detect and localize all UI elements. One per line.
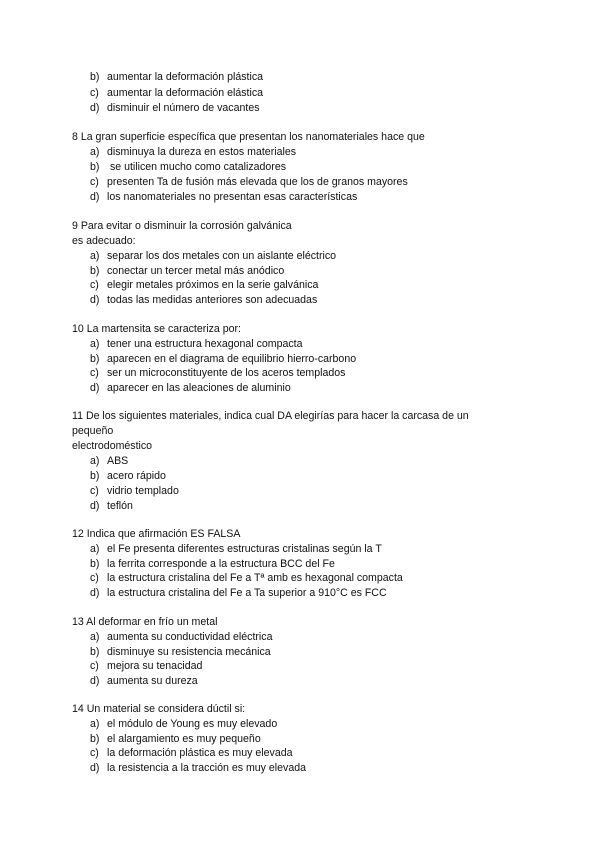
option-letter: c) (90, 572, 99, 584)
option-text: la resistencia a la tracción es muy elevada (107, 762, 307, 774)
option-letter: a) (90, 338, 100, 350)
option-letter: a) (90, 718, 100, 730)
question-9-prompt-cont: es adecuado: (72, 235, 136, 247)
option-letter: b) (90, 265, 100, 277)
option-line (90, 645, 271, 659)
question-11-prompt-cont: electrodoméstico (72, 440, 153, 452)
option-letter: d) (90, 191, 100, 203)
option-letter: b) (90, 71, 100, 83)
option-text: el alargamiento es muy pequeño (107, 733, 261, 745)
option-letter: c) (90, 485, 99, 497)
option-letter: c) (90, 279, 99, 291)
option-letter: a) (90, 146, 100, 158)
option-line (90, 175, 408, 189)
option-letter: c) (90, 176, 99, 188)
option-letter: b) (90, 353, 100, 365)
question-14-prompt: 14 Un material se considera dúctil si: (72, 703, 246, 715)
option-text: mejora su tenacidad (107, 660, 203, 672)
option-text: teflón (107, 500, 133, 512)
question-11-prompt: 11 De los siguientes materiales, indica cual DA elegirías para hacer la carcasa de un (72, 410, 469, 422)
option-letter: d) (90, 500, 100, 512)
option-line (90, 86, 263, 100)
option-letter: b) (90, 646, 100, 658)
option-line (90, 381, 291, 395)
option-line (90, 101, 260, 115)
option-line (90, 674, 198, 688)
option-line (90, 746, 293, 760)
option-line (90, 484, 179, 498)
option-letter: c) (90, 660, 99, 672)
option-text: ser un microconstituyente de los aceros templados (107, 367, 346, 379)
option-text: la estructura cristalina del Fe a Ta superior a 910°C es FCC (107, 587, 387, 599)
option-text: disminuir el número de vacantes (107, 102, 260, 114)
question-11-prompt-cont: pequeño (72, 425, 114, 437)
question-8-prompt: 8 La gran superficie específica que presentan los nanomateriales hace que (72, 131, 425, 143)
option-text: la estructura cristalina del Fe a Tª amb es hexagonal compacta (107, 572, 403, 584)
option-line (90, 586, 387, 600)
option-letter: d) (90, 382, 100, 394)
option-text: la ferrita corresponde a la estructura BCC del Fe (107, 558, 335, 570)
option-text: la deformación plástica es muy elevada (107, 747, 293, 759)
option-text: disminuya la dureza en estos materiales (107, 146, 297, 158)
option-line (90, 70, 263, 84)
option-text: aumenta su conductividad eléctrica (107, 631, 273, 643)
option-text: acero rápido (107, 470, 166, 482)
question-10-prompt: 10 La martensita se caracteriza por: (72, 323, 241, 335)
option-text: elegir metales próximos en la serie galvánica (107, 279, 319, 291)
option-line (90, 571, 403, 585)
option-text: aumentar la deformación elástica (107, 87, 264, 99)
option-line (90, 454, 128, 468)
option-text: todas las medidas anteriores son adecuadas (107, 294, 318, 306)
option-letter: d) (90, 675, 100, 687)
option-letter: a) (90, 543, 100, 555)
option-text: disminuye su resistencia mecánica (107, 646, 271, 658)
option-text: aparecer en las aleaciones de aluminio (107, 382, 291, 394)
option-text: aparecen en el diagrama de equilibrio hierro-carbono (107, 353, 357, 365)
option-letter: b) (90, 733, 100, 745)
question-9-prompt: 9 Para evitar o disminuir la corrosión galvánica (72, 220, 292, 232)
option-line (90, 190, 357, 204)
option-letter: b) (90, 558, 100, 570)
option-letter: d) (90, 102, 100, 114)
option-line (90, 160, 286, 174)
option-letter: b) (90, 470, 100, 482)
option-line (90, 630, 272, 644)
option-text: ABS (107, 455, 129, 467)
option-line (90, 293, 317, 307)
option-text: el módulo de Young es muy elevado (107, 718, 278, 730)
option-line (90, 249, 336, 263)
option-letter: a) (90, 631, 100, 643)
option-text: aumentar la deformación plástica (107, 71, 264, 83)
option-line (90, 557, 335, 571)
option-text: el Fe presenta diferentes estructuras cristalinas según la T (107, 543, 382, 555)
option-letter: a) (90, 455, 100, 467)
option-letter: a) (90, 250, 100, 262)
option-line (90, 264, 284, 278)
option-text: los nanomateriales no presentan esas características (107, 191, 358, 203)
option-letter: d) (90, 587, 100, 599)
option-line (90, 717, 277, 731)
option-line (90, 732, 261, 746)
question-13-prompt: 13 Al deformar en frío un metal (72, 616, 218, 628)
option-letter: c) (90, 747, 99, 759)
option-line (90, 145, 296, 159)
option-letter: d) (90, 294, 100, 306)
question-12-prompt: 12 Indica que afirmación ES FALSA (72, 528, 241, 540)
option-line (90, 499, 133, 513)
option-line (90, 278, 318, 292)
option-letter: d) (90, 762, 100, 774)
option-text: se utilicen mucho como catalizadores (107, 161, 287, 173)
option-letter: c) (90, 87, 99, 99)
option-line (90, 761, 306, 775)
option-line (90, 352, 356, 366)
option-line (90, 659, 202, 673)
option-text: tener una estructura hexagonal compacta (107, 338, 303, 350)
option-letter: c) (90, 367, 99, 379)
option-text: separar los dos metales con un aislante eléctrico (107, 250, 337, 262)
option-line (90, 337, 303, 351)
option-letter: b) (90, 161, 100, 173)
option-text: conectar un tercer metal más anódico (107, 265, 285, 277)
option-text: aumenta su dureza (107, 675, 198, 687)
option-line (90, 469, 166, 483)
option-text: presenten Ta de fusión más elevada que los de granos mayores (107, 176, 408, 188)
option-line (90, 542, 382, 556)
option-text: vidrio templado (107, 485, 179, 497)
option-line (90, 366, 345, 380)
